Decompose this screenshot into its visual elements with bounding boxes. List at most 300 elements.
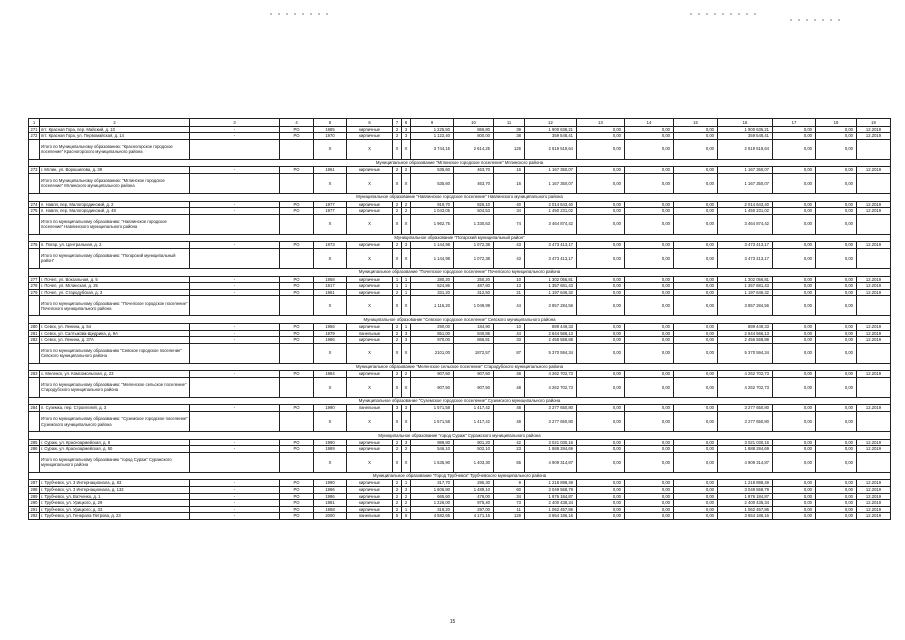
table-cell: 866,80 bbox=[454, 126, 494, 133]
table-cell: 1 072,38 bbox=[454, 248, 494, 268]
table-cell: 0,00 bbox=[674, 371, 718, 378]
table-cell: 0,00 bbox=[674, 133, 718, 140]
address-cell: п. Навля, пер. Малогородинский, д. 2 bbox=[40, 201, 190, 208]
table-cell: 250,20 bbox=[454, 276, 494, 283]
table-cell: 0,00 bbox=[674, 173, 718, 193]
address-cell: г. Сураж, ул. Красноармейская, д. 8 bbox=[40, 439, 190, 446]
table-cell bbox=[857, 343, 891, 363]
address-cell: г. Мглин, ул. Ворошилова, д. 39 bbox=[40, 167, 190, 174]
table-cell: 546,10 bbox=[411, 446, 454, 453]
address-cell: г. Севск, ул. Салтыкова-Щедрина, д. 9А bbox=[40, 330, 190, 337]
table-cell: 0,00 bbox=[773, 173, 816, 193]
table-cell: 800,00 bbox=[454, 133, 494, 140]
table-cell: 2 619 519,64 bbox=[525, 139, 577, 159]
table-cell: 4 262 702,73 bbox=[525, 377, 577, 397]
table-cell: 281 bbox=[30, 330, 38, 336]
table-cell: 277 bbox=[30, 276, 38, 282]
table-row bbox=[29, 289, 891, 296]
table-cell: X bbox=[393, 412, 402, 432]
table-cell bbox=[280, 214, 314, 234]
table-cell: 0,00 bbox=[577, 493, 625, 500]
table-cell bbox=[190, 248, 280, 268]
table-cell: 0,00 bbox=[674, 283, 718, 290]
table-row bbox=[29, 493, 891, 500]
table-row bbox=[29, 500, 891, 507]
table-cell bbox=[190, 343, 280, 363]
table-cell bbox=[190, 296, 280, 316]
table-cell: 0,00 bbox=[625, 405, 674, 412]
table-cell: 535,60 bbox=[411, 167, 454, 174]
table-cell: 297,00 bbox=[454, 506, 494, 513]
column-number: 19 bbox=[857, 119, 891, 127]
subtotal-label: Итого по муниципальному образованию: "Погарский муниципальный район" bbox=[40, 248, 190, 268]
table-cell: 1 900 636,21 bbox=[718, 126, 773, 133]
table-row bbox=[29, 439, 891, 446]
table-cell: 0,00 bbox=[577, 283, 625, 290]
table-cell: кирпичные bbox=[347, 439, 393, 446]
table-row bbox=[29, 201, 891, 208]
table-cell: кирпичные bbox=[347, 276, 393, 283]
table-cell: 4 909 314,87 bbox=[525, 452, 577, 472]
table-cell: 2 400 436,34 bbox=[718, 500, 773, 507]
table-cell: 1956 bbox=[314, 323, 347, 330]
table-cell: РО bbox=[280, 487, 314, 494]
table-row bbox=[29, 167, 891, 174]
table-cell: 2 bbox=[393, 242, 402, 249]
table-row bbox=[29, 208, 891, 215]
table-cell: 0,00 bbox=[625, 214, 674, 234]
column-number: 16 bbox=[718, 119, 773, 127]
table-cell: 0,00 bbox=[816, 412, 857, 432]
table-cell: 0,00 bbox=[577, 405, 625, 412]
table-cell: 989,80 bbox=[411, 439, 454, 446]
table-cell: 1 900 636,21 bbox=[525, 126, 577, 133]
table-cell: 0,00 bbox=[674, 289, 718, 296]
table-cell bbox=[29, 412, 40, 432]
table-cell: 1973 bbox=[314, 242, 347, 249]
table-cell: 1 606,80 bbox=[411, 487, 454, 494]
table-cell: 0,00 bbox=[625, 276, 674, 283]
column-number: 3 bbox=[190, 119, 280, 127]
table-cell: 0,00 bbox=[577, 452, 625, 472]
table-cell: 889 449,33 bbox=[718, 323, 773, 330]
table-cell: 2000 bbox=[314, 513, 347, 520]
table-cell: 0,00 bbox=[773, 208, 816, 215]
table-cell bbox=[29, 377, 40, 397]
table-cell: 289 bbox=[30, 493, 38, 499]
table-cell: 0,00 bbox=[773, 500, 816, 507]
subtotal-label: Итого по муниципальному образованию: "Меленское сельское поселение" Стародубского муниципального района bbox=[40, 377, 190, 397]
table-cell: 3 857 284,56 bbox=[525, 296, 577, 316]
table-cell: 0,00 bbox=[674, 323, 718, 330]
section-title: Муниципальное образование "Погарский муниципальный район" bbox=[29, 234, 891, 242]
table-cell: 274 bbox=[30, 201, 38, 207]
table-cell: 12.2019 bbox=[857, 405, 891, 412]
table-cell: X bbox=[347, 296, 393, 316]
table-cell: РО bbox=[280, 126, 314, 133]
table-cell: 12.2019 bbox=[857, 133, 891, 140]
table-cell: 0,00 bbox=[816, 446, 857, 453]
table-cell: X bbox=[347, 248, 393, 268]
table-cell: - bbox=[190, 371, 280, 378]
table-cell: 1 302 056,81 bbox=[525, 276, 577, 283]
table-cell: 12.2019 bbox=[857, 480, 891, 487]
subtotal-label: Итого по муниципальному образованию "город Сураж" Суражского муниципального района bbox=[40, 452, 190, 472]
table-cell: - bbox=[190, 208, 280, 215]
table-cell: 87 bbox=[494, 343, 525, 363]
table-cell: 280,20 bbox=[411, 276, 454, 283]
table-cell: 0,00 bbox=[625, 371, 674, 378]
table-cell: 851,00 bbox=[411, 330, 454, 337]
table-cell: 1 226,00 bbox=[411, 500, 454, 507]
table-cell: 0,00 bbox=[816, 487, 857, 494]
table-cell: 1 bbox=[402, 276, 411, 283]
table-cell: 5 370 594,34 bbox=[718, 343, 773, 363]
table-cell: 1 876 184,87 bbox=[525, 493, 577, 500]
table-cell: 126 bbox=[494, 139, 525, 159]
table-cell: 2 bbox=[393, 208, 402, 215]
table-cell: кирпичные bbox=[347, 167, 393, 174]
table-cell bbox=[857, 173, 891, 193]
table-cell: 0,00 bbox=[625, 289, 674, 296]
table-cell: РО bbox=[280, 506, 314, 513]
address-cell: г. Севск, ул. Ленина, д. 37А bbox=[40, 337, 190, 344]
table-cell: 3 277 650,80 bbox=[525, 405, 577, 412]
table-cell: 2 bbox=[393, 323, 402, 330]
table-row bbox=[29, 513, 891, 520]
table-cell: 2 bbox=[393, 330, 402, 337]
table-cell: 535,60 bbox=[411, 173, 454, 193]
table-cell: 23 bbox=[494, 446, 525, 453]
table-cell: 3 bbox=[402, 337, 411, 344]
table-cell: 0,00 bbox=[625, 133, 674, 140]
table-cell: 2101,00 bbox=[411, 343, 454, 363]
table-cell: 12.2019 bbox=[857, 487, 891, 494]
table-cell: 1 167 350,07 bbox=[718, 173, 773, 193]
table-cell: 2 bbox=[393, 446, 402, 453]
table-cell bbox=[857, 452, 891, 472]
table-cell: 3 473 413,17 bbox=[718, 248, 773, 268]
table-cell: 1 122,40 bbox=[411, 133, 454, 140]
table-cell: 907,50 bbox=[454, 371, 494, 378]
table-cell: 1 197 646,32 bbox=[718, 289, 773, 296]
table-cell: 0,00 bbox=[674, 337, 718, 344]
table-cell: X bbox=[402, 452, 411, 472]
table-cell: 1 bbox=[402, 283, 411, 290]
table-cell: РО bbox=[280, 201, 314, 208]
table-cell: 0,00 bbox=[773, 289, 816, 296]
table-cell: 1917 bbox=[314, 283, 347, 290]
table-cell: 1979 bbox=[314, 330, 347, 337]
table-cell: 0,00 bbox=[773, 480, 816, 487]
column-number: 7 bbox=[393, 119, 402, 127]
table-cell: 290,00 bbox=[411, 323, 454, 330]
table-cell: 1 bbox=[393, 283, 402, 290]
address-cell: г. Трубчевск, ул. 3 Интернационала, д. 132 bbox=[40, 487, 190, 494]
table-cell: 284 bbox=[30, 405, 38, 411]
subtotal-row bbox=[29, 343, 891, 363]
table-cell: 0,00 bbox=[577, 343, 625, 363]
table-cell: 0,00 bbox=[773, 139, 816, 159]
table-cell: 1 197 646,32 bbox=[525, 289, 577, 296]
table-cell: 0,00 bbox=[625, 323, 674, 330]
table-cell: X bbox=[402, 214, 411, 234]
table-cell: 504,53 bbox=[454, 208, 494, 215]
table-cell: 184,90 bbox=[454, 323, 494, 330]
table-cell: 3 277 650,80 bbox=[718, 412, 773, 432]
table-cell: 286 bbox=[30, 446, 38, 452]
table-cell: кирпичные bbox=[347, 289, 393, 296]
table-cell: X bbox=[347, 343, 393, 363]
table-cell: РО bbox=[280, 242, 314, 249]
table-cell bbox=[857, 248, 891, 268]
table-cell: 0,00 bbox=[625, 513, 674, 520]
table-cell: 0,00 bbox=[577, 208, 625, 215]
table-cell: X bbox=[314, 248, 347, 268]
table-cell: РО bbox=[280, 323, 314, 330]
table-row bbox=[29, 506, 891, 513]
subtotal-label: Итого по Муниципальному образованию: "Мглинское городское поселение" Мглинского муниципального района bbox=[40, 173, 190, 193]
table-cell: 13 bbox=[494, 283, 525, 290]
address-cell: г. Севск, ул. Ленина, д. 54 bbox=[40, 323, 190, 330]
table-cell: 318,20 bbox=[411, 506, 454, 513]
table-cell: 2 bbox=[393, 493, 402, 500]
table-cell: - bbox=[190, 487, 280, 494]
table-cell: 476,00 bbox=[454, 493, 494, 500]
table-cell: 288 bbox=[30, 487, 38, 493]
table-cell: 1 403,30 bbox=[454, 452, 494, 472]
column-number: 4 bbox=[280, 119, 314, 127]
table-cell: 2 014 643,40 bbox=[718, 201, 773, 208]
address-cell: г. Сураж, ул. Красноармейская, д. 50 bbox=[40, 446, 190, 453]
table-cell: кирпичные bbox=[347, 371, 393, 378]
table-cell: 2 bbox=[402, 493, 411, 500]
table-cell: 463,70 bbox=[454, 167, 494, 174]
table-row bbox=[29, 242, 891, 249]
table-cell: 3 464 874,42 bbox=[718, 214, 773, 234]
table-cell: 0,00 bbox=[577, 446, 625, 453]
subtotal-label: Итого по Муниципальному образованию: "Красногорское городское поселение" Красногорского муниципального района bbox=[40, 139, 190, 159]
column-number: 10 bbox=[454, 119, 494, 127]
address-cell: пгт. Красная Гора, пер. Майский, д. 10 bbox=[40, 126, 190, 133]
column-number: 1 bbox=[29, 119, 40, 127]
column-number-row bbox=[29, 119, 891, 127]
table-cell: 285 bbox=[30, 439, 38, 445]
table-row bbox=[29, 371, 891, 378]
table-cell: кирпичные bbox=[347, 337, 393, 344]
table-cell: 0,00 bbox=[674, 214, 718, 234]
table-cell: 1 302 056,81 bbox=[718, 276, 773, 283]
table-cell: 272 bbox=[30, 133, 38, 139]
table-cell: 2 bbox=[402, 500, 411, 507]
table-cell: 0,00 bbox=[816, 439, 857, 446]
table-cell: 2 bbox=[393, 133, 402, 140]
scan-artifact-dashes bbox=[0, 8, 905, 28]
table-cell bbox=[29, 296, 40, 316]
table-cell: 2 bbox=[393, 201, 402, 208]
table-cell: X bbox=[393, 377, 402, 397]
table-cell: 1 888 284,69 bbox=[718, 446, 773, 453]
table-cell: 4 262 702,73 bbox=[718, 377, 773, 397]
table-cell: X bbox=[393, 173, 402, 193]
table-cell: кирпичные bbox=[347, 506, 393, 513]
table-cell bbox=[29, 343, 40, 363]
table-cell: 0,00 bbox=[773, 337, 816, 344]
table-cell: 43 bbox=[494, 248, 525, 268]
table-cell: 2 456 558,88 bbox=[718, 337, 773, 344]
table-cell: 287 bbox=[30, 480, 38, 486]
table-cell: 0,00 bbox=[674, 487, 718, 494]
address-cell: с. Меленск, ул. Комсомольская, д. 23 bbox=[40, 371, 190, 378]
table-cell: 2 456 558,88 bbox=[525, 337, 577, 344]
table-cell bbox=[190, 377, 280, 397]
table-cell bbox=[190, 173, 280, 193]
table-cell: 0,00 bbox=[577, 487, 625, 494]
table-cell: 3 021 030,16 bbox=[718, 439, 773, 446]
table-cell: 0,00 bbox=[577, 289, 625, 296]
table-cell: 3 654 186,16 bbox=[718, 513, 773, 520]
table-cell: - bbox=[190, 242, 280, 249]
table-cell: - bbox=[190, 330, 280, 337]
column-number: 8 bbox=[402, 119, 411, 127]
table-cell: 866,81 bbox=[454, 337, 494, 344]
table-cell: панельные bbox=[347, 330, 393, 337]
table-cell bbox=[280, 173, 314, 193]
table-cell: 280 bbox=[30, 323, 38, 329]
table-cell: 0,00 bbox=[625, 343, 674, 363]
table-cell: 40 bbox=[494, 201, 525, 208]
table-cell: 907,50 bbox=[411, 371, 454, 378]
subtotal-row bbox=[29, 139, 891, 159]
table-cell: 3 473 413,17 bbox=[525, 242, 577, 249]
table-cell: кирпичные bbox=[347, 323, 393, 330]
table-cell: 1977 bbox=[314, 208, 347, 215]
table-cell: X bbox=[347, 377, 393, 397]
table-cell: 0,00 bbox=[625, 208, 674, 215]
municipality-section-header bbox=[29, 472, 891, 480]
table-cell: - bbox=[190, 493, 280, 500]
table-cell: РО bbox=[280, 276, 314, 283]
table-cell: X bbox=[347, 412, 393, 432]
table-cell: 48 bbox=[494, 371, 525, 378]
table-cell: 1 049,99 bbox=[454, 296, 494, 316]
table-cell bbox=[857, 377, 891, 397]
table-cell: 0,00 bbox=[577, 248, 625, 268]
table-cell: X bbox=[314, 296, 347, 316]
table-cell: РО bbox=[280, 289, 314, 296]
table-cell: 1 bbox=[402, 289, 411, 296]
table-cell bbox=[280, 343, 314, 363]
table-cell: 0,00 bbox=[816, 500, 857, 507]
table-cell: 0,00 bbox=[816, 289, 857, 296]
table-cell: 2 bbox=[402, 201, 411, 208]
table-cell: 0,00 bbox=[773, 506, 816, 513]
table-cell: X bbox=[402, 173, 411, 193]
table-cell: 1 357 681,43 bbox=[525, 283, 577, 290]
table-cell: 840,86 bbox=[454, 330, 494, 337]
table-cell: 1 167 350,07 bbox=[525, 173, 577, 193]
table-cell: 0,00 bbox=[816, 493, 857, 500]
municipality-section-header bbox=[29, 397, 891, 405]
table-cell: X bbox=[402, 343, 411, 363]
table-cell: 0,00 bbox=[674, 126, 718, 133]
table-cell bbox=[280, 452, 314, 472]
table-cell: 0,00 bbox=[816, 405, 857, 412]
table-cell: 1958 bbox=[314, 506, 347, 513]
column-number: 18 bbox=[816, 119, 857, 127]
table-cell: 278 bbox=[30, 283, 38, 289]
table-cell: 1989 bbox=[314, 446, 347, 453]
table-cell: 3 049 558,79 bbox=[525, 487, 577, 494]
subtotal-row bbox=[29, 248, 891, 268]
table-cell: 16 bbox=[494, 173, 525, 193]
table-cell: 0,00 bbox=[577, 201, 625, 208]
table-cell: 34 bbox=[494, 493, 525, 500]
table-cell: X bbox=[402, 296, 411, 316]
table-cell: 0,00 bbox=[625, 167, 674, 174]
section-title: Муниципальное образование "Севское городское поселение" Севского муниципального района bbox=[29, 316, 891, 324]
table-cell: 3 bbox=[402, 330, 411, 337]
table-cell: 317,70 bbox=[411, 480, 454, 487]
table-cell: 2 bbox=[402, 167, 411, 174]
table-cell: 359 548,41 bbox=[718, 133, 773, 140]
table-cell: 21 bbox=[494, 289, 525, 296]
table-cell: кирпичные bbox=[347, 480, 393, 487]
table-cell: 0,00 bbox=[625, 296, 674, 316]
table-cell: 279 bbox=[30, 289, 38, 295]
table-cell: 2 bbox=[402, 446, 411, 453]
table-cell: 3 473 413,17 bbox=[525, 248, 577, 268]
table-cell: 0,00 bbox=[816, 330, 857, 337]
table-cell: 0,00 bbox=[577, 126, 625, 133]
table-cell: X bbox=[402, 248, 411, 268]
houses-register-table bbox=[28, 118, 891, 520]
table-cell: 0,00 bbox=[674, 452, 718, 472]
table-cell: X bbox=[393, 452, 402, 472]
address-cell: п. Навля, пер. Малогородинский, д. 48 bbox=[40, 208, 190, 215]
table-cell: 290 bbox=[30, 500, 38, 506]
table-cell: 0,00 bbox=[773, 276, 816, 283]
table-cell: 3 021 030,16 bbox=[525, 439, 577, 446]
table-cell: 0,00 bbox=[577, 337, 625, 344]
table-cell: 0,00 bbox=[577, 439, 625, 446]
table-cell: 0,00 bbox=[625, 330, 674, 337]
table-cell: 975,40 bbox=[454, 500, 494, 507]
table-cell: панельные bbox=[347, 405, 393, 412]
table-cell: 463,70 bbox=[454, 173, 494, 193]
table-cell: 12.2019 bbox=[857, 289, 891, 296]
table-cell: 38 bbox=[494, 133, 525, 140]
table-cell: 1 043,05 bbox=[411, 208, 454, 215]
table-cell: 12.2019 bbox=[857, 126, 891, 133]
table-cell: X bbox=[347, 452, 393, 472]
table-cell: 0,00 bbox=[674, 446, 718, 453]
table-cell: 0,00 bbox=[674, 276, 718, 283]
table-cell: - bbox=[190, 506, 280, 513]
table-cell: 0,00 bbox=[625, 493, 674, 500]
table-row bbox=[29, 337, 891, 344]
table-cell bbox=[190, 452, 280, 472]
table-cell: 0,00 bbox=[816, 296, 857, 316]
table-cell: 2 014 643,40 bbox=[525, 201, 577, 208]
table-cell: 0,00 bbox=[773, 133, 816, 140]
column-number: 12 bbox=[525, 119, 577, 127]
table-cell: 48 bbox=[494, 405, 525, 412]
table-cell: X bbox=[314, 452, 347, 472]
table-cell: 2 bbox=[393, 480, 402, 487]
table-cell: 0,00 bbox=[577, 242, 625, 249]
table-cell: 0,00 bbox=[816, 343, 857, 363]
